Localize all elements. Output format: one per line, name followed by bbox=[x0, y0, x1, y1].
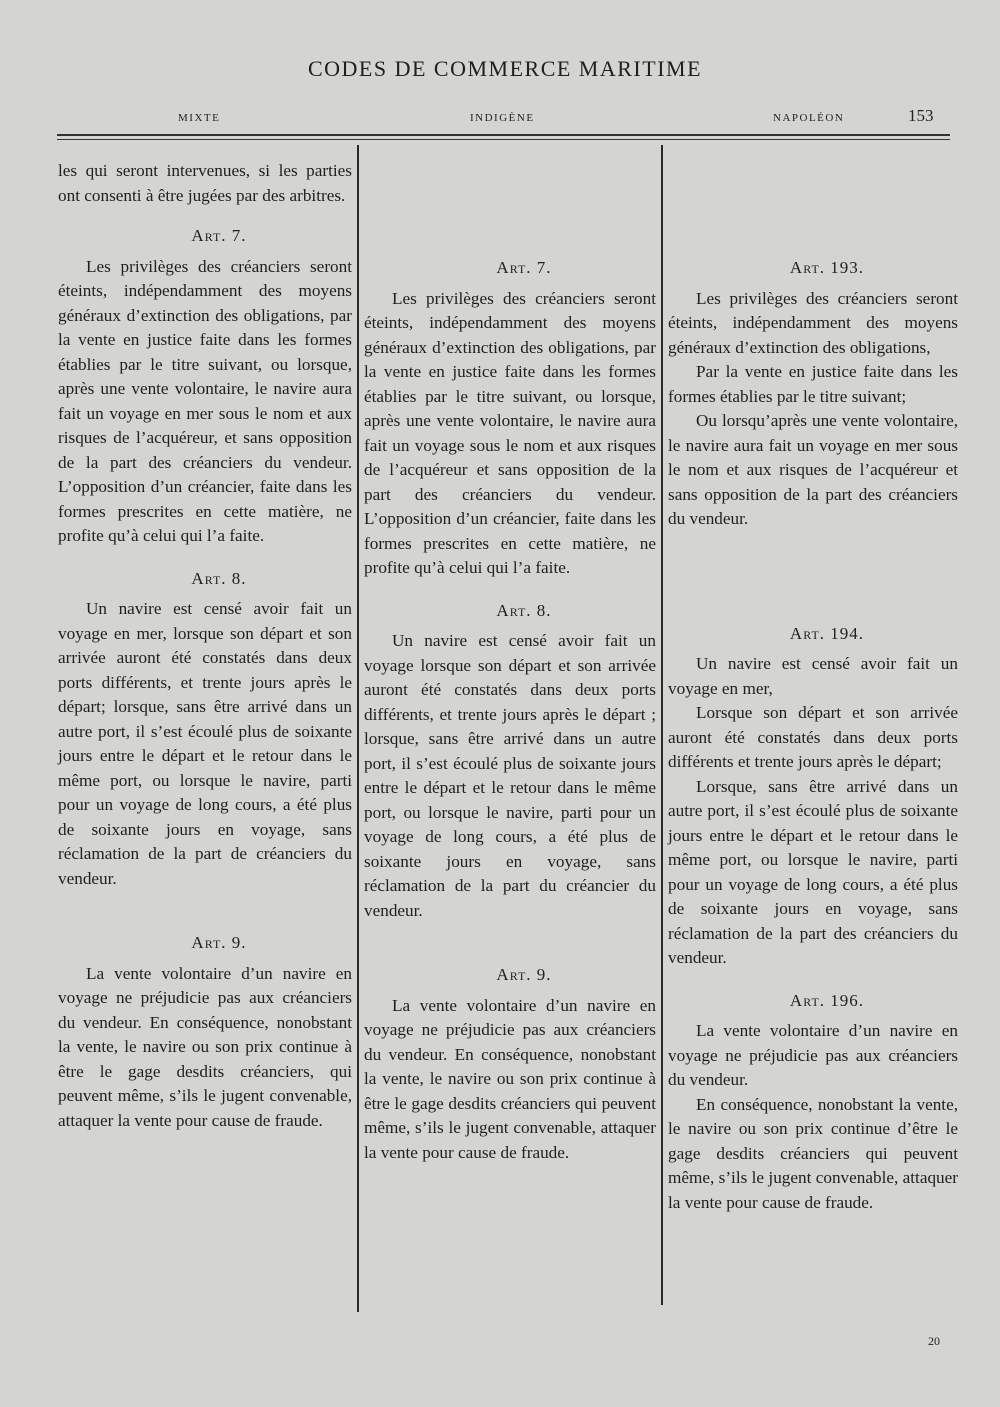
article-text: Un navire est censé avoir fait un voyage en mer, lorsque son départ et son arrivée auront été constatés dans deux ports différents, et trente jours après le départ; lorsque, sans être arrivé dans un autre port, il s’est écoulé plus de soixante jours entre le départ et le retour dans le même port, ou lorsque le navire, parti pour un voyage de long cours, a été plus de soixante jours en voyage, sans réclamation de la part de créanciers du vendeur. bbox=[58, 599, 352, 888]
article-text: Un navire est censé avoir fait un voyage en mer, bbox=[668, 654, 958, 698]
signature-mark: 20 bbox=[928, 1334, 940, 1348]
column-header-indigene: INDIGÈNE bbox=[470, 112, 535, 124]
intro-text: les qui seront intervenues, si les parties ont consenti à être jugées par des arbitres. bbox=[58, 161, 352, 205]
column-indigene bbox=[364, 256, 656, 1165]
column-divider-left bbox=[357, 145, 359, 1312]
article-heading: Art. 7. bbox=[496, 258, 552, 277]
column-header-napoleon: NAPOLÉON bbox=[773, 112, 845, 124]
article-text: Les privilèges des créanciers seront éteints, indépendamment des moyens généraux d’extinction des obligations, par la vente en justice faite dans les formes établies par le titre suivant, ou lorsque, après une vente volontaire, le navire aura fait un voyage en mer sous le nom et aux risques de l’acquéreur, et sans opposition de la part des créanciers du vendeur. L’opposition d’un créancier, faite dans les formes prescrites en cette matière, ne profite qu’à celui qui l’a faite. bbox=[58, 256, 352, 545]
article-text: Ou lorsqu’après une vente volontaire, le navire aura fait un voyage en mer sous le nom et aux risques de l’acquéreur et sans opposition de la part des créanciers du vendeur. bbox=[668, 411, 958, 528]
article-heading: Art. 9. bbox=[496, 965, 552, 984]
page-title: CODES DE COMMERCE MARITIME bbox=[307, 56, 703, 81]
article-text: Un navire est censé avoir fait un voyage lorsque son départ et son arrivée auront été constatés dans deux ports différents, et trente jours après le départ ; lorsque, sans être arrivé dans un autre port, il s’est écoulé plus de soixante jours entre le départ et le retour dans le même port, ou lorsque le navire, parti pour un voyage de long cours, a été plus de soixante jours en voyage, sans réclamation de la part du créancier du vendeur. bbox=[364, 631, 656, 920]
article-heading: Art. 9. bbox=[191, 933, 247, 952]
article-text: La vente volontaire d’un navire en voyage ne préjudicie pas aux créanciers du vendeur. bbox=[668, 1021, 958, 1089]
article-heading: Art. 8. bbox=[496, 600, 552, 620]
article-text: Les privilèges des créanciers seront éteints, indépendamment des moyens généraux d’extinction des obligations, par la vente en justice faite dans les formes établies par le titre suivant, ou lorsque, après une vente volontaire, le navire aura fait un voyage sous le nom et aux risques de l’acquéreur et sans opposition de la part des créanciers du vendeur. L’opposition d’un créancier, faite dans les formes prescrites en cette matière, ne profite qu’à celui qui l’a faite. bbox=[364, 288, 656, 577]
header-rule-top bbox=[57, 134, 950, 136]
article-heading: Art. 196. bbox=[789, 990, 865, 1010]
column-mixte bbox=[58, 159, 352, 1133]
article-heading: Art. 8. bbox=[191, 568, 247, 588]
article-text: En conséquence, nonobstant la vente, le navire ou son prix continue d’être le gage desdits créanciers qui peuvent même, s’ils le jugent convenable, attaquer la vente pour cause de fraude. bbox=[668, 1094, 958, 1212]
article-text: La vente volontaire d’un navire en voyage ne préjudicie pas aux créanciers du vendeur. En conséquence, nonobstant la vente, le navire ou son prix continue à être le gage desdits créanciers qui peuvent même, s’ils le jugent convenable, attaquer la vente pour cause de fraude. bbox=[364, 995, 656, 1162]
article-heading: Art. 193. bbox=[789, 258, 865, 277]
page-number: 153 bbox=[908, 106, 934, 125]
article-text: Les privilèges des créanciers seront éteints, indépendamment des moyens généraux d’extinction des obligations, bbox=[668, 288, 958, 357]
article-heading: Art. 7. bbox=[191, 226, 247, 245]
article-heading: Art. 194. bbox=[789, 623, 865, 643]
article-text: Par la vente en justice faite dans les formes établies par le titre suivant; bbox=[668, 362, 958, 406]
article-text: Lorsque son départ et son arrivée auront été constatés dans deux ports différents et trente jours après le départ; bbox=[668, 703, 958, 771]
column-divider-right bbox=[661, 145, 663, 1305]
header-rule-bottom bbox=[57, 139, 950, 140]
article-text: La vente volontaire d’un navire en voyage ne préjudicie pas aux créanciers du vendeur. En conséquence, nonobstant la vente, le navire ou son prix continue à être le gage desdits créanciers, qui peuvent même, s’ils le jugent convenable, attaquer la vente pour cause de fraude. bbox=[58, 963, 352, 1130]
article-text: Lorsque, sans être arrivé dans un autre port, il s’est écoulé plus de soixante jours entre le départ et le retour dans le même port, ou lorsque le navire, parti pour un voyage de long cours, a été plus de soixante jours en voyage, sans réclamation de la part des créanciers du vendeur. bbox=[668, 776, 958, 967]
column-napoleon bbox=[668, 256, 958, 1215]
column-header-mixte: MIXTE bbox=[178, 112, 221, 124]
